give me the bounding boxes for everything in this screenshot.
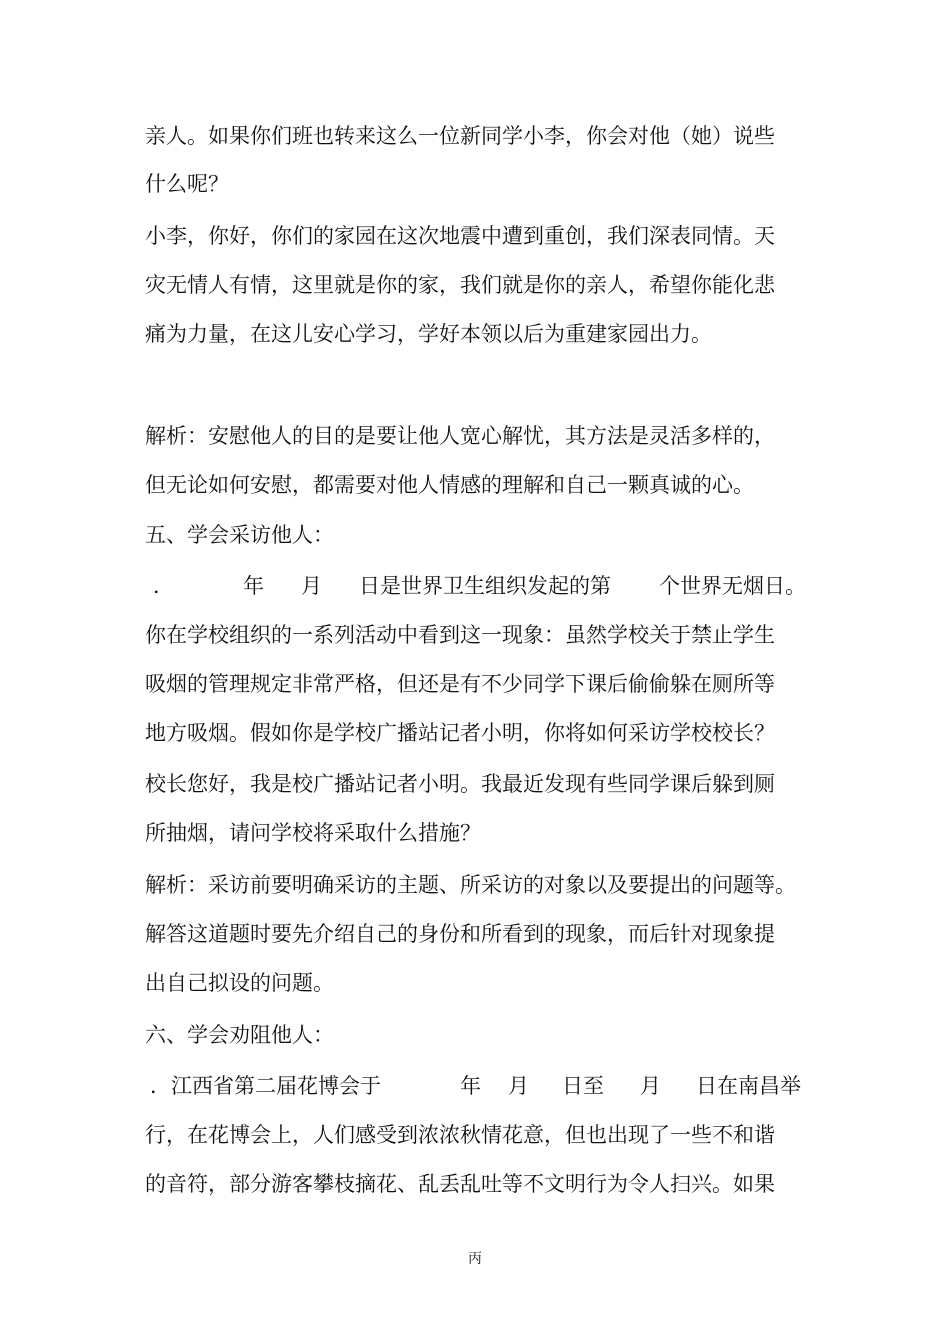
year-label: 年 (460, 1074, 481, 1098)
question-line (145, 1071, 810, 1101)
month-label: 月 (301, 574, 322, 598)
blank-dot: ． (153, 574, 174, 598)
question-line: 你在学校组织的一系列活动中看到这一现象：虽然学校关于禁止学生 (145, 623, 775, 647)
answer-line: 痛为力量，在这儿安心学习，学好本领以后为重建家园出力。 (145, 322, 712, 346)
day-text: 日是世界卫生组织发起的第 (359, 574, 611, 598)
analysis-line: 解析：安慰他人的目的是要让他人宽心解忧，其方法是灵活多样的， (145, 424, 775, 448)
section-heading: 六、学会劝阻他人： (145, 1023, 334, 1047)
question-end: 个世界无烟日。 (659, 574, 806, 598)
question-continue: 日在南昌举 (696, 1074, 801, 1098)
question-start: ．江西省第二届花博会于 (150, 1074, 381, 1098)
month-label: 月 (640, 1074, 661, 1098)
question-line: 的音符，部分游客攀枝摘花、乱丢乱吐等不文明行为令人扫兴。如果 (145, 1172, 775, 1196)
question-line (145, 571, 810, 601)
question-line: 行，在花博会上，人们感受到浓浓秋情花意，但也出现了一些不和谐 (145, 1123, 775, 1147)
answer-line: 灾无情人有情，这里就是你的家，我们就是你的亲人，希望你能化悲 (145, 273, 775, 297)
paragraph-line: 亲人。如果你们班也转来这么一位新同学小李，你会对他（她）说些 (145, 124, 775, 148)
analysis-line: 出自己拟设的问题。 (145, 971, 334, 995)
answer-line: 校长您好，我是校广播站记者小明。我最近发现有些同学课后躲到厕 (145, 772, 775, 796)
analysis-line: 解答这道题时要先介绍自己的身份和所看到的现象，而后针对现象提 (145, 922, 775, 946)
paragraph-line: 什么呢？ (145, 172, 229, 196)
page-footer-mark: 丙 (468, 1251, 482, 1267)
question-line: 地方吸烟。假如你是学校广播站记者小明，你将如何采访学校校长？ (145, 721, 775, 745)
analysis-line: 但无论如何安慰，都需要对他人情感的理解和自己一颗真诚的心。 (145, 473, 754, 497)
answer-line: 所抽烟，请问学校将采取什么措施？ (145, 821, 481, 845)
day-to-label: 日至 (562, 1074, 604, 1098)
analysis-line: 解析：采访前要明确采访的主题、所采访的对象以及要提出的问题等。 (145, 873, 796, 897)
month-label: 月 (508, 1074, 529, 1098)
year-label: 年 (243, 574, 264, 598)
section-heading: 五、学会采访他人： (145, 523, 334, 547)
question-line: 吸烟的管理规定非常严格，但还是有不少同学下课后偷偷躲在厕所等 (145, 672, 775, 696)
answer-line: 小李，你好，你们的家园在这次地震中遭到重创，我们深表同情。天 (145, 224, 775, 248)
